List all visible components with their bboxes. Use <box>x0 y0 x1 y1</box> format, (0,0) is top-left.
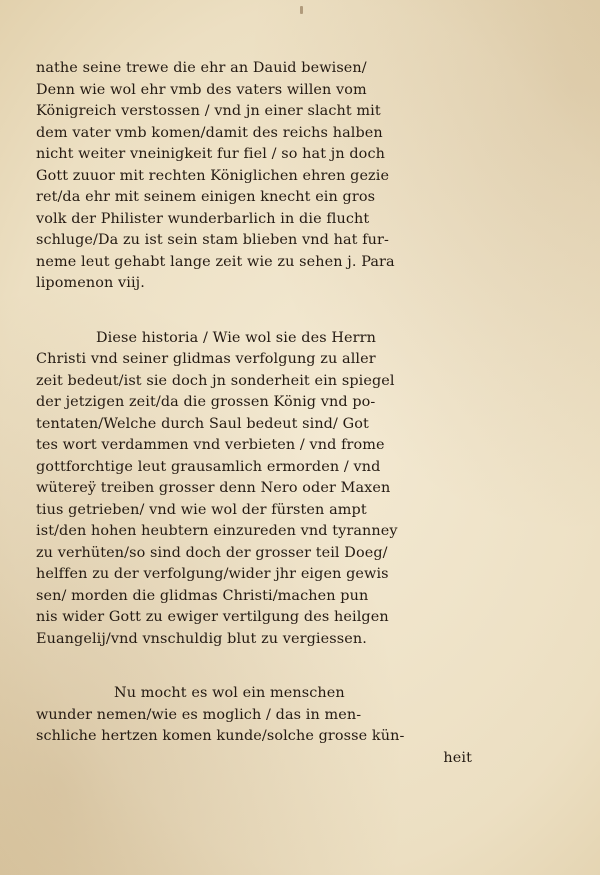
page-mark <box>300 6 303 14</box>
paragraph-1 <box>36 58 472 295</box>
text-line: Denn wie wol ehr vmb des vaters willen vom <box>36 81 367 98</box>
text-line: zu verhüten/so sind doch der grosser teil Doeg/ <box>36 544 388 561</box>
text-line: dem vater vmb komen/damit des reichs halben <box>36 124 383 141</box>
text-line: schluge/Da zu ist sein stam blieben vnd hat fur- <box>36 232 389 248</box>
paragraph-2 <box>36 328 472 651</box>
text-line: wunder nemen/wie es moglich / das in men- <box>36 706 362 723</box>
text-line: gottforchtige leut grausamlich ermorden / vnd <box>36 458 381 475</box>
text-line: volk der Philister wunderbarlich in die flucht <box>36 210 370 227</box>
text-line: Gott zuuor mit rechten Königlichen ehren gezie <box>36 167 390 184</box>
text-line: schliche hertzen komen kunde/solche grosse kün- <box>36 728 405 744</box>
text-line: sen/ morden die glidmas Christi/machen pun <box>36 587 369 604</box>
text-line: tius getrieben/ vnd wie wol der fürsten ampt <box>36 501 367 518</box>
text-line: wütereÿ treiben grosser denn Nero oder Maxen <box>36 480 391 496</box>
text-line: neme leut gehabt lange zeit wie zu sehen j. Para <box>36 253 395 270</box>
text-line: ist/den hohen heubtern einzureden vnd tyranney <box>36 523 398 539</box>
text-line: tes wort verdammen vnd verbieten / vnd frome <box>36 437 385 453</box>
text-line: nathe seine trewe die ehr an Dauid bewisen/ <box>36 60 367 76</box>
text-line: lipomenon viij. <box>36 275 145 291</box>
text-line: helffen zu der verfolgung/wider jhr eigen gewis <box>36 566 389 582</box>
text-line: zeit bedeut/ist sie doch jn sonderheit ein spiegel <box>36 372 395 389</box>
paragraph-3 <box>36 683 472 769</box>
text-line: ret/da ehr mit seinem einigen knecht ein gros <box>36 189 376 205</box>
text-line: nicht weiter vneinigkeit fur fiel / so hat jn doch <box>36 146 385 162</box>
text-line: der jetzigen zeit/da die grossen König vnd po- <box>36 394 376 410</box>
text-block <box>36 58 472 802</box>
text-line: nis wider Gott zu ewiger vertilgung des heilgen <box>36 609 389 625</box>
text-line: Diese historia / Wie wol sie des Herrn <box>96 329 376 346</box>
catchword: heit <box>443 749 472 766</box>
text-line: Euangelij/vnd vnschuldig blut zu vergiessen. <box>36 630 367 647</box>
text-line: Königreich verstossen / vnd jn einer slacht mit <box>36 103 381 119</box>
text-line: tentaten/Welche durch Saul bedeut sind/ Got <box>36 415 369 432</box>
text-line: Nu mocht es wol ein menschen <box>114 685 345 701</box>
text-line: Christi vnd seiner glidmas verfolgung zu aller <box>36 351 376 367</box>
